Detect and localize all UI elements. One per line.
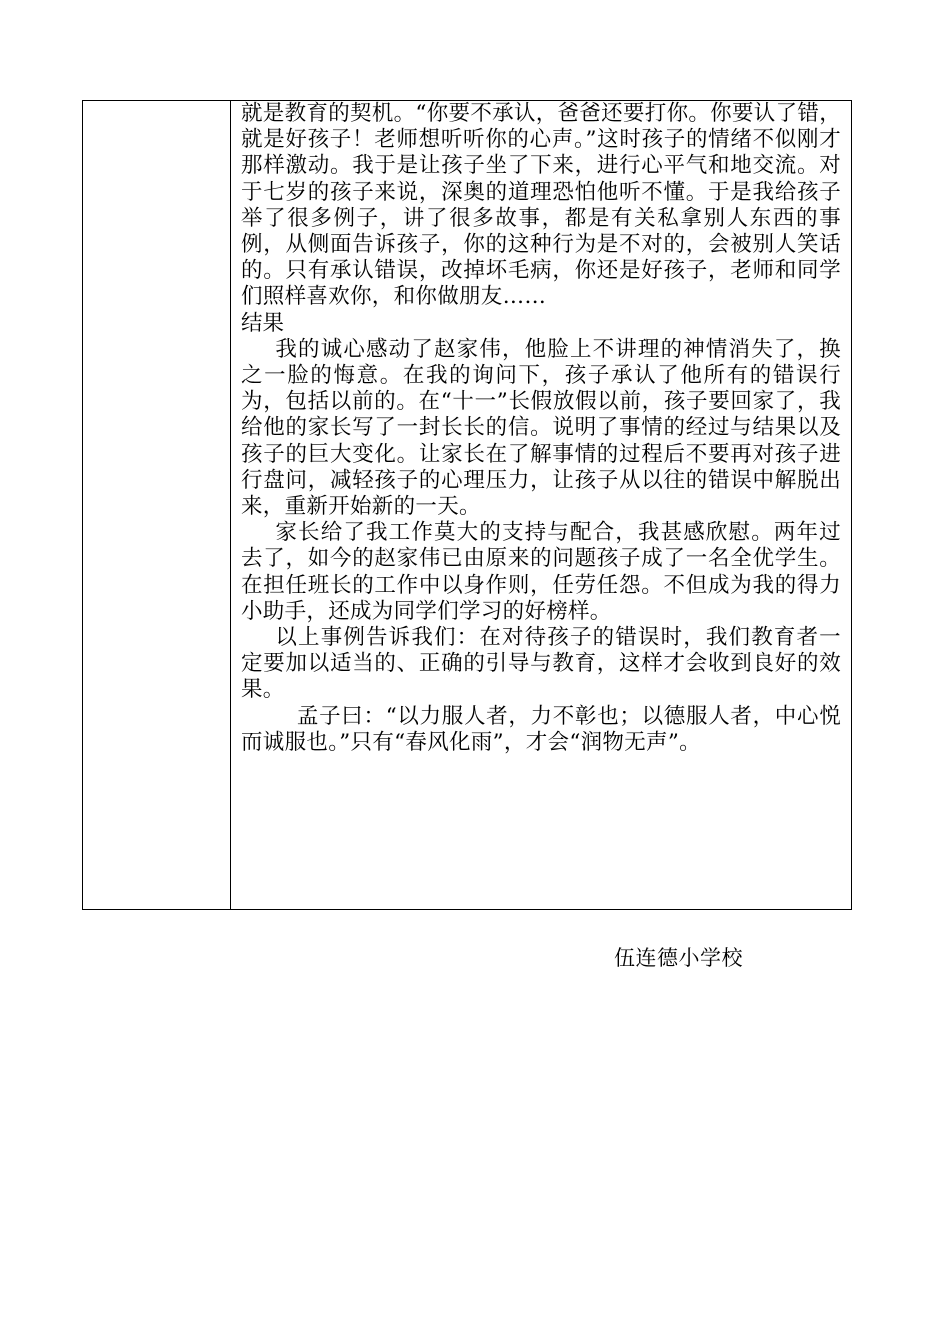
paragraph-lesson: 以上事例告诉我们：在对待孩子的错误时，我们教育者一定要加以适当的、正确的引导与教育，这样才会收到良好的效果。 <box>241 625 841 703</box>
paragraph-mencius-quote: 孟子曰：“以力服人者，力不彰也；以德服人者，中心悦而诚服也。”只有“春风化雨”，才会“润物无声”。 <box>241 703 841 755</box>
section-heading-result: 结果 <box>241 310 285 336</box>
school-name: 伍连德小学校 <box>614 946 743 970</box>
document-table <box>82 100 852 910</box>
paragraph-result: 我的诚心感动了赵家伟，他脸上不讲理的神情消失了，换之一脸的悔意。在我的询问下，孩子承认了他所有的错误行为，包括以前的。在“十一”长假放假以前，孩子要回家了，我给他的家长写了一封长长的信。说明了事情的经过与结果以及孩子的巨大变化。让家长在了解事情的过程后不要再对孩子进行盘问，减轻孩子的心理压力，让孩子从以往的错误中解脱出来，重新开始新的一天。 <box>241 336 841 520</box>
paragraph-opportunity: 就是教育的契机。“你要不承认，爸爸还要打你。你要认了错，就是好孩子！老师想听听你的心声。”这时孩子的情绪不似刚才那样激动。我于是让孩子坐了下来，进行心平气和地交流。对于七岁的孩子来说，深奥的道理恐怕他听不懂。于是我给孩子举了很多例子，讲了很多故事，都是有关私拿别人东西的事例，从侧面告诉孩子，你的这种行为是不对的，会被别人笑话的。只有承认错误，改掉坏毛病，你还是好孩子，老师和同学们照样喜欢你，和你做朋友…… <box>241 101 841 310</box>
table-content-cell <box>231 101 851 909</box>
table-left-column <box>83 101 231 909</box>
paragraph-parent-support: 家长给了我工作莫大的支持与配合，我甚感欣慰。两年过去了，如今的赵家伟已由原来的问题孩子成了一名全优学生。在担任班长的工作中以身作则，任劳任怨。不但成为我的得力小助手，还成为同学们学习的好榜样。 <box>241 520 841 624</box>
